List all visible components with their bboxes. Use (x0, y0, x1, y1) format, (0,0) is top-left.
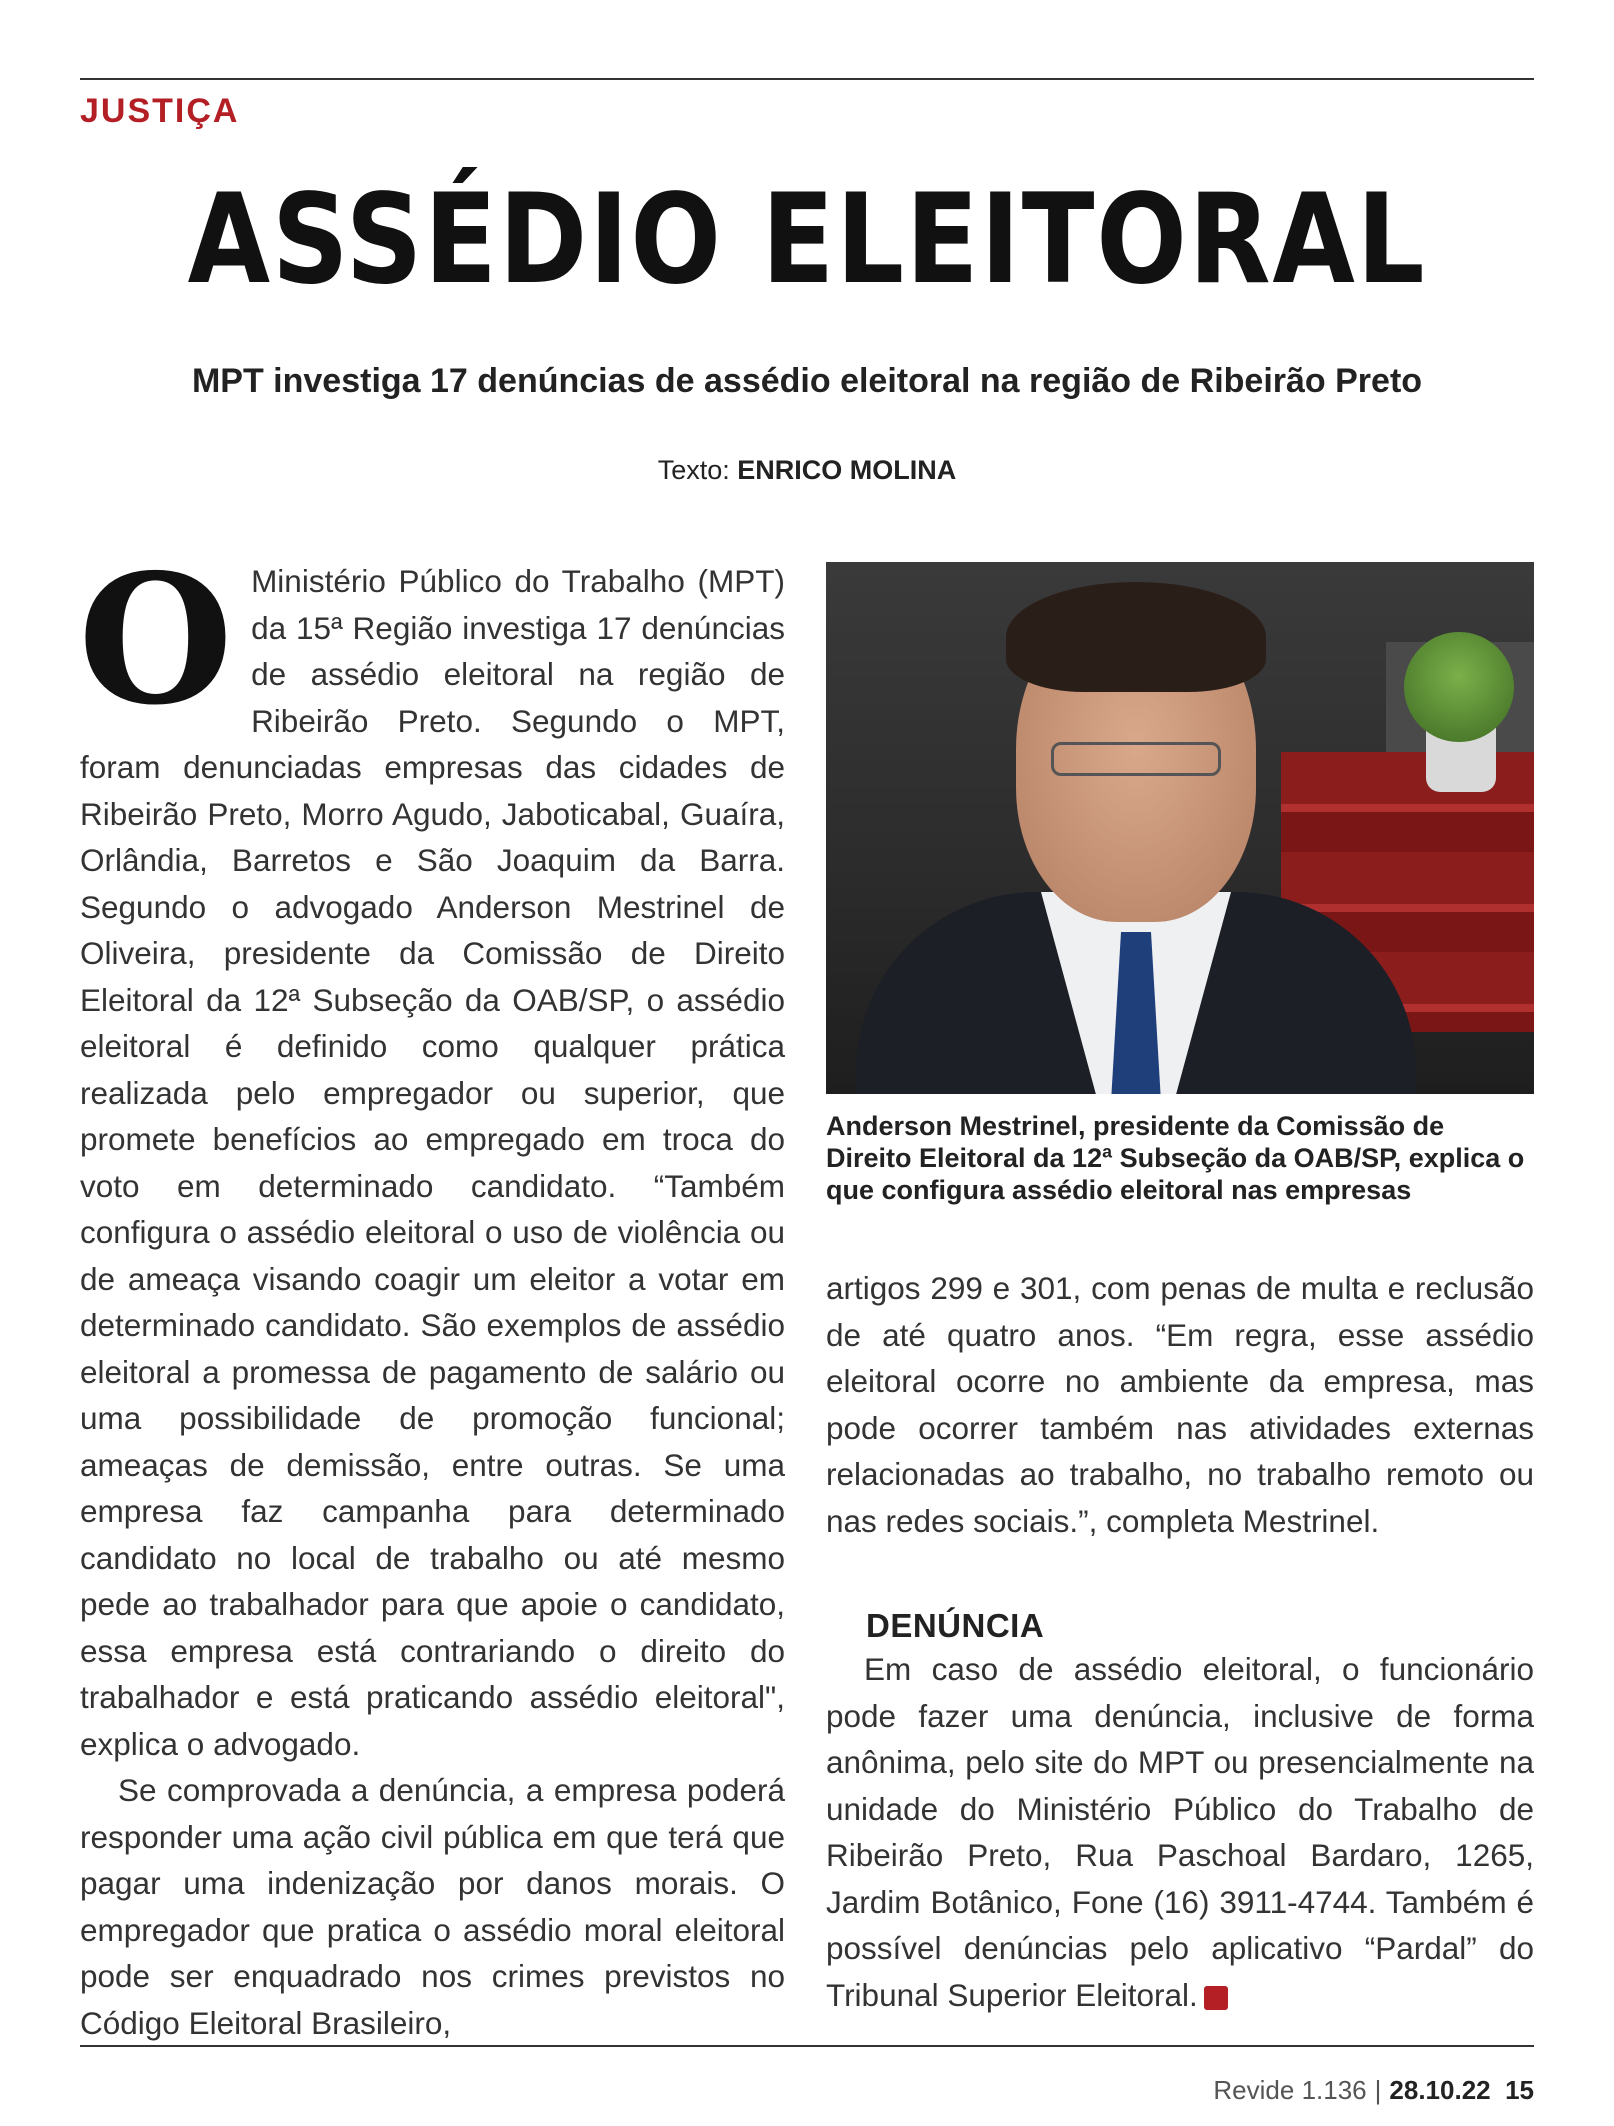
headline: ASSÉDIO ELEITORAL (187, 168, 1427, 312)
drop-cap: O (78, 535, 234, 744)
photo-plant (1404, 632, 1514, 742)
subheading: DENÚNCIA (866, 1607, 1045, 1644)
footer-publication: Revide 1.136 (1213, 2075, 1367, 2105)
article-paragraph-3 (826, 1646, 1534, 2018)
article-paragraph-2: Se comprovada a denúncia, a empresa poderá responder uma ação civil pública em que terá que pagar uma indenização por danos morais. O empregador que pratica o assédio moral eleitoral pode ser enquadrado nos crimes previstos no Código Eleitoral Brasileiro, (80, 1772, 785, 2041)
footer-page-number: 15 (1505, 2075, 1534, 2105)
photo-glasses (1051, 742, 1221, 776)
photo-caption: Anderson Mestrinel, presidente da Comissão de Direito Eleitoral da 12ª Subseção da OAB/SP, explica o que configura assédio eleitoral nas empresas (826, 1111, 1525, 1205)
portrait-photo (826, 562, 1534, 1094)
paragraph-1-text: Ministério Público do Trabalho (MPT) da 15ª Região investiga 17 denúncias de assédio eleitoral na região de Ribeirão Preto. Segundo o MPT, foram denunciadas empresas das cidades de Ribeirão Preto, Morro Agudo, Jaboticabal, Guaíra, Orlândia, Barretos e São Joaquim da Barra. Segundo o advogado Anderson Mestrinel de Oliveira, presidente da Comissão de Direito Eleitoral da 12ª Subseção da OAB/SP, o assédio eleitoral é definido como qualquer prática realizada pelo empregador ou superior, que promete benefícios ao empregado em troca do voto em determinado candidato. “Também configura o assédio eleitoral o uso de violência ou de ameaça visando coagir um eleitor a votar em determinado candidato. São exemplos de assédio eleitoral a promessa de pagamento de salário ou uma possibilidade de promoção funcional; ameaças de demissão, entre outras. Se uma empresa faz campanha para determinado candidato no local de trabalho ou até mesmo pede ao trabalhador para que apoie o candidato, essa empresa está contrariando o direito do trabalhador e está praticando assédio eleitoral", explica o advogado. (80, 563, 785, 1762)
byline (0, 455, 1614, 486)
footer-date: 28.10.22 (1389, 2075, 1491, 2105)
article-paragraph-1 (78, 535, 785, 1767)
end-mark-icon: R (1204, 1986, 1228, 2010)
section-label: JUSTIÇA (80, 92, 240, 130)
paragraph-3-text: Em caso de assédio eleitoral, o funcionário pode fazer uma denúncia, inclusive de forma anônima, pelo site do MPT ou presencialmente na unidade do Ministério Público do Trabalho de Ribeirão Preto, Rua Paschoal Bardaro, 1265, Jardim Botânico, Fone (16) 3911-4744. Também é possível denúncias pelo aplicativo “Pardal” do Tribunal Superior Eleitoral. (826, 1651, 1534, 2013)
photo-hair (1006, 582, 1266, 692)
article-column-right (826, 1265, 1534, 2018)
byline-label: Texto: (657, 455, 730, 485)
bottom-rule (80, 2045, 1534, 2047)
top-rule (80, 78, 1534, 80)
subtitle: MPT investiga 17 denúncias de assédio eleitoral na região de Ribeirão Preto (191, 362, 1423, 400)
page-footer (1213, 2075, 1534, 2106)
footer-separator: | (1374, 2075, 1382, 2105)
byline-author: ENRICO MOLINA (737, 455, 957, 485)
article-column-left (78, 535, 785, 2046)
article-paragraph-2-continued: artigos 299 e 301, com penas de multa e reclusão de até quatro anos. “Em regra, esse assédio eleitoral ocorre no ambiente da empresa, mas pode ocorrer também nas atividades externas relacionadas ao trabalho, no trabalho remoto ou nas redes sociais.”, completa Mestrinel. (826, 1270, 1534, 1539)
